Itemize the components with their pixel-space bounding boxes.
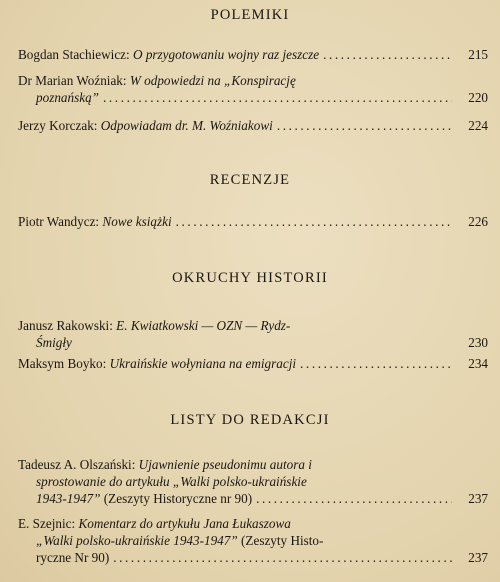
entry-author: Dr Marian Woźniak: — [18, 73, 127, 88]
toc-entry[interactable] — [18, 117, 488, 134]
entry-title: Odpowiadam dr. M. Woźniakowi — [100, 118, 273, 133]
toc-entry[interactable] — [18, 213, 488, 230]
entry-author: Maksym Boyko: — [18, 356, 107, 371]
entry-page-number: 226 — [468, 214, 488, 229]
entry-author: Janusz Rakowski: — [18, 318, 113, 333]
section-heading-polemiki: POLEMIKI — [210, 7, 290, 23]
entry-title: Komentarz do artykułu Jana Łukaszowa — [78, 516, 291, 531]
entry-page-number: 237 — [468, 550, 488, 565]
section-heading-recenzje: RECENZJE — [209, 172, 291, 188]
toc-entry[interactable] — [18, 317, 488, 351]
leader-dots — [103, 89, 452, 106]
entry-page-number: 234 — [468, 356, 488, 371]
toc-entry[interactable] — [18, 456, 488, 507]
entry-source-note: (Zeszyty Histo- — [241, 533, 324, 548]
entry-author: Piotr Wandycz: — [18, 214, 100, 229]
entry-page-number: 220 — [468, 90, 488, 105]
entry-author: E. Szejnic: — [18, 516, 76, 531]
section-heading-okruchy-historii: OKRUCHY HISTORII — [172, 270, 328, 286]
entry-title-continued: Śmigły — [36, 335, 72, 350]
entry-page-number: 215 — [468, 47, 488, 62]
entry-title-continued: poznańską” — [36, 90, 100, 105]
entry-title-continued: 1943-1947” — [36, 491, 101, 506]
entry-title: Nowe książki — [102, 214, 172, 229]
entry-title: O przygotowaniu wojny raz jeszcze — [133, 47, 320, 62]
entry-title: W odpowiedzi na „Konspirację — [129, 73, 296, 88]
entry-page-number: 237 — [468, 491, 488, 506]
leader-dots — [176, 213, 452, 230]
entry-title-continued: sprostowanie do artykułu „Walki polsko-ukraińskie — [36, 474, 307, 489]
toc-entry[interactable] — [18, 72, 488, 106]
entry-title: Ukraińskie wołyniana na emigracji — [109, 356, 297, 371]
entry-author: Bogdan Stachiewicz: — [18, 47, 130, 62]
entry-page-number: 224 — [468, 118, 488, 133]
entry-source-note: (Zeszyty Historyczne nr 90) — [103, 491, 253, 506]
entry-page-number: 230 — [468, 335, 488, 350]
leader-dots — [113, 549, 452, 566]
leader-dots — [300, 355, 452, 372]
entry-title: Ujawnienie pseudonimu autora i — [138, 457, 312, 472]
entry-author: Tadeusz A. Olszański: — [18, 457, 136, 472]
entry-author: Jerzy Korczak: — [18, 118, 98, 133]
leader-dots — [277, 117, 452, 134]
section-heading-listy-do-redakcji: LISTY DO REDAKCJI — [170, 412, 330, 428]
leader-dots — [256, 490, 452, 507]
entry-title: E. Kwiatkowski — OZN — Rydz- — [116, 318, 291, 333]
toc-entry[interactable] — [18, 46, 488, 63]
toc-entry[interactable] — [18, 515, 488, 566]
entry-source-note-continued: ryczne Nr 90) — [36, 550, 110, 565]
entry-title-continued: „Walki polsko-ukraińskie 1943-1947” — [36, 533, 238, 548]
leader-dots — [323, 46, 452, 63]
toc-entry[interactable] — [18, 355, 488, 372]
